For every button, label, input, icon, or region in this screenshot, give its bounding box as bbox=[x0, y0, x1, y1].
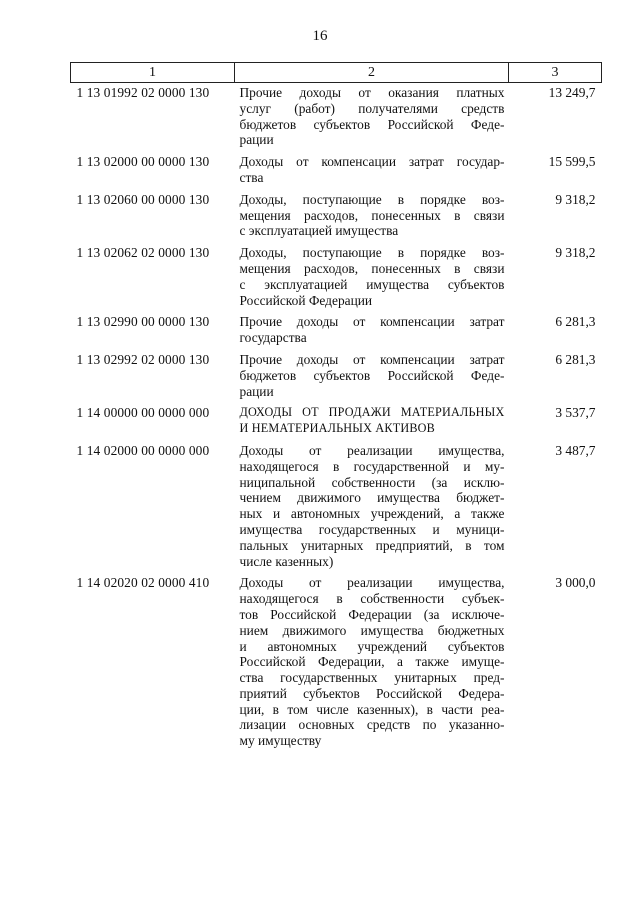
revenue-amount: 3 000,0 bbox=[555, 575, 596, 591]
revenue-name-line: Доходы от компенсации затрат государ- bbox=[239, 154, 505, 170]
revenue-name-line: лизации основных средств по указанно- bbox=[239, 717, 505, 733]
revenue-code: 1 13 02060 00 0000 130 bbox=[76, 191, 210, 207]
column-header-2: 2 bbox=[235, 63, 509, 83]
revenue-name bbox=[235, 83, 509, 155]
revenue-name-line: с эксплуатацией имущества субъектов bbox=[239, 276, 505, 292]
revenue-name-line: чением движимого имущества бюджет- bbox=[239, 490, 505, 506]
revenue-code: 1 14 02020 02 0000 410 bbox=[76, 575, 210, 591]
revenue-name-line: нием движимого имущества бюджетных bbox=[239, 622, 505, 638]
revenue-name-line: рации bbox=[239, 132, 274, 148]
table-row bbox=[71, 83, 602, 155]
revenue-name bbox=[235, 575, 509, 755]
revenue-name-line: рации bbox=[239, 383, 274, 399]
revenue-name-line: пальных унитарных предприятий, в том bbox=[239, 537, 505, 553]
revenue-name bbox=[235, 154, 509, 192]
revenue-amount: 15 599,5 bbox=[548, 154, 596, 170]
revenue-name-line: находящегося в государственной и му- bbox=[239, 458, 505, 474]
revenue-name-line: ниципальной собственности (за исклю- bbox=[239, 474, 505, 490]
revenue-code: 1 13 01992 02 0000 130 bbox=[76, 85, 210, 100]
revenue-amount: 3 487,7 bbox=[555, 442, 596, 458]
revenue-name bbox=[235, 314, 509, 352]
revenue-name-line: приятий субъектов Российской Федера- bbox=[239, 685, 505, 701]
revenue-name-line: Российской Федерации, а также имуще- bbox=[239, 654, 505, 670]
page-number: 16 bbox=[312, 28, 328, 44]
revenue-name-line: Российской Федерации bbox=[239, 292, 373, 308]
revenue-name-line: Прочие доходы от оказания платных bbox=[239, 85, 505, 100]
revenue-name-line: Доходы, поступающие в порядке воз- bbox=[239, 191, 505, 207]
table-header-row bbox=[71, 63, 602, 83]
revenue-name-line: И НЕМАТЕРИАЛЬНЫХ АКТИВОВ bbox=[239, 421, 436, 436]
revenue-name-line: мещения расходов, понесенных в связи bbox=[239, 260, 505, 276]
revenue-name-line: бюджетов субъектов Российской Феде- bbox=[239, 367, 505, 383]
revenue-name-line: с эксплуатацией имущества bbox=[239, 223, 399, 239]
table-row bbox=[71, 154, 602, 192]
table-row bbox=[71, 575, 602, 755]
column-header-1: 1 bbox=[71, 63, 235, 83]
revenue-code: 1 14 02000 00 0000 000 bbox=[76, 442, 210, 458]
table-row bbox=[71, 314, 602, 352]
revenue-amount: 6 281,3 bbox=[555, 314, 596, 330]
revenue-amount: 6 281,3 bbox=[555, 351, 596, 367]
revenue-name-line: ства государственных унитарных пред- bbox=[239, 670, 505, 686]
table-row bbox=[71, 443, 602, 575]
revenue-name-line: Прочие доходы от компенсации затрат bbox=[239, 314, 505, 330]
revenue-name-line: мещения расходов, понесенных в связи bbox=[239, 207, 505, 223]
revenue-amount: 13 249,7 bbox=[548, 85, 596, 100]
revenue-code: 1 13 02992 02 0000 130 bbox=[76, 351, 210, 367]
revenue-name-line: услуг (работ) получателями средств bbox=[239, 100, 505, 116]
revenue-name-line: ДОХОДЫ ОТ ПРОДАЖИ МАТЕРИАЛЬНЫХ bbox=[239, 405, 505, 420]
revenue-name-line: му имуществу bbox=[239, 733, 322, 749]
revenue-amount: 9 318,2 bbox=[555, 191, 596, 207]
revenue-code: 1 14 00000 00 0000 000 bbox=[76, 405, 210, 421]
revenue-name-line: ции, в том числе казенных), в части реа- bbox=[239, 701, 505, 717]
revenue-name-line: ных и автономных учреждений, а также bbox=[239, 506, 505, 522]
table-row bbox=[71, 192, 602, 245]
table-row bbox=[71, 245, 602, 314]
revenue-name-line: тов Российской Федерации (за исключе- bbox=[239, 606, 505, 622]
revenue-code: 1 13 02990 00 0000 130 bbox=[76, 314, 210, 330]
revenue-code: 1 13 02062 02 0000 130 bbox=[76, 245, 210, 261]
table-row bbox=[71, 352, 602, 405]
revenue-amount: 3 537,7 bbox=[555, 405, 596, 421]
revenue-name-line: находящегося в собственности субъек- bbox=[239, 591, 505, 607]
revenue-name bbox=[235, 443, 509, 575]
revenue-code: 1 13 02000 00 0000 130 bbox=[76, 154, 210, 170]
revenue-name-line: Доходы, поступающие в порядке воз- bbox=[239, 245, 505, 261]
table-row bbox=[71, 405, 602, 443]
revenue-table bbox=[70, 62, 602, 755]
revenue-amount: 9 318,2 bbox=[555, 245, 596, 261]
revenue-name-line: Доходы от реализации имущества, bbox=[239, 575, 505, 591]
revenue-name-line: Прочие доходы от компенсации затрат bbox=[239, 351, 505, 367]
revenue-name-line: бюджетов субъектов Российской Феде- bbox=[239, 116, 505, 132]
revenue-name bbox=[235, 352, 509, 405]
revenue-name-line: Доходы от реализации имущества, bbox=[239, 442, 505, 458]
revenue-name-line: ства bbox=[239, 169, 264, 185]
revenue-name-line: имущества государственных и муници- bbox=[239, 521, 505, 537]
revenue-name bbox=[235, 245, 509, 314]
revenue-name-line: и автономных учреждений субъектов bbox=[239, 638, 505, 654]
revenue-name-line: числе казенных) bbox=[239, 553, 334, 569]
revenue-name bbox=[235, 405, 509, 443]
table-body bbox=[71, 83, 602, 756]
revenue-name-line: государства bbox=[239, 330, 307, 346]
revenue-name bbox=[235, 192, 509, 245]
column-header-3: 3 bbox=[509, 63, 602, 83]
